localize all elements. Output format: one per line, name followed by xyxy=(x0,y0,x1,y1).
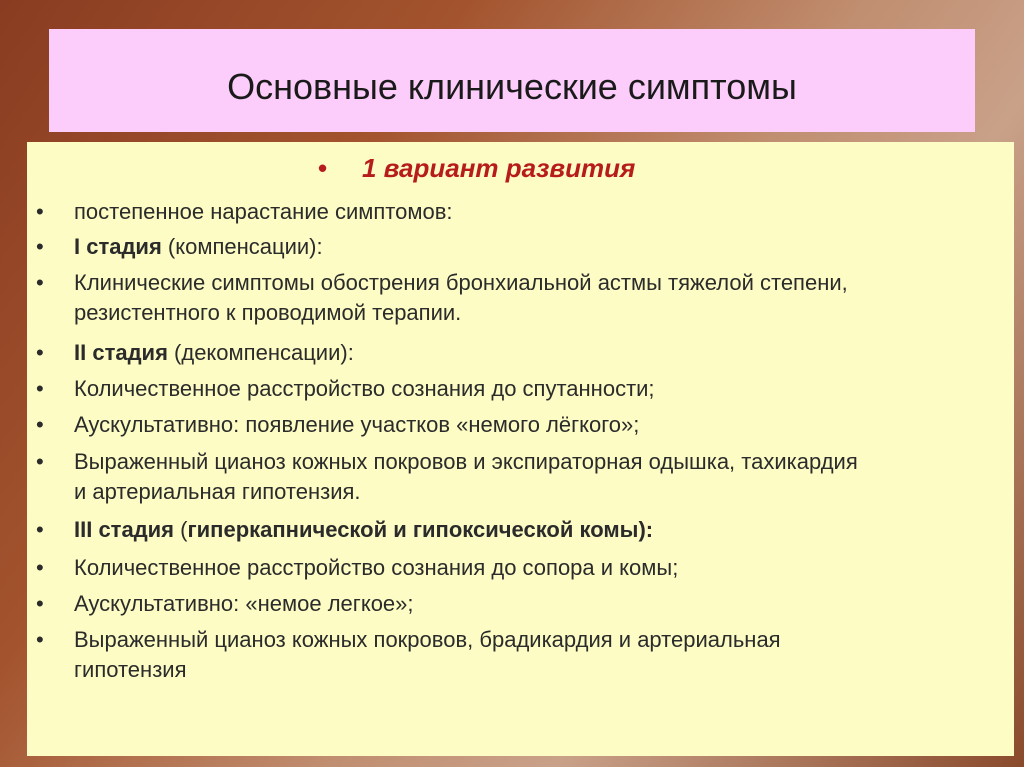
stage-desc: (декомпенсации): xyxy=(167,340,354,365)
list-item xyxy=(36,553,996,583)
item-text-line2: и артериальная гипотензия. xyxy=(74,479,361,504)
list-item xyxy=(36,268,996,328)
stage-desc-bold: гиперкапнической и гипоксической комы xyxy=(187,517,639,542)
list-item xyxy=(36,374,996,404)
heading-text: 1 вариант развития xyxy=(362,153,636,183)
bullet: • xyxy=(36,591,44,616)
item-text-line2: резистентного к проводимой терапии. xyxy=(74,300,462,325)
list-item xyxy=(36,410,996,440)
bullet: • xyxy=(36,340,44,365)
list-item xyxy=(36,515,996,545)
section-heading xyxy=(318,152,635,184)
item-text-line1: Выраженный цианоз кожных покровов и экспираторная одышка, тахикардия xyxy=(74,449,858,474)
list-item xyxy=(36,589,996,619)
slide-title: Основные клинические симптомы xyxy=(227,66,797,107)
bullet: • xyxy=(36,627,44,652)
item-text: постепенное нарастание симптомов: xyxy=(74,199,453,224)
bullet: • xyxy=(36,199,44,224)
item-text-line1: Клинические симптомы обострения бронхиальной астмы тяжелой степени, xyxy=(74,270,848,295)
stage-label: I стадия xyxy=(74,234,162,259)
item-text-line2: гипотензия xyxy=(74,657,187,682)
stage-label: II стадия xyxy=(74,340,168,365)
bullet: • xyxy=(36,555,44,580)
item-text: Количественное расстройство сознания до сопора и комы; xyxy=(74,555,679,580)
item-text: Аускультативно: появление участков «немого лёгкого»; xyxy=(74,412,640,437)
list-item xyxy=(36,338,996,368)
bullet: • xyxy=(36,517,44,542)
bullet: • xyxy=(36,234,44,259)
stage-label: III стадия xyxy=(74,517,175,542)
bullet: • xyxy=(36,270,44,295)
stage-paren-open: ( xyxy=(174,517,188,542)
heading-bullet: • xyxy=(318,153,328,183)
title-box xyxy=(49,29,975,132)
list-item xyxy=(36,232,996,262)
list-item xyxy=(36,447,996,507)
list-item xyxy=(36,625,996,685)
bullet: • xyxy=(36,449,44,474)
item-text: Аускультативно: «немое легкое»; xyxy=(74,591,414,616)
stage-desc: (компенсации): xyxy=(161,234,323,259)
bullet: • xyxy=(36,376,44,401)
bullet: • xyxy=(36,412,44,437)
list-item xyxy=(36,197,996,227)
stage-paren-close: ): xyxy=(638,517,654,542)
item-text: Количественное расстройство сознания до спутанности; xyxy=(74,376,655,401)
item-text-line1: Выраженный цианоз кожных покровов, брадикардия и артериальная xyxy=(74,627,781,652)
